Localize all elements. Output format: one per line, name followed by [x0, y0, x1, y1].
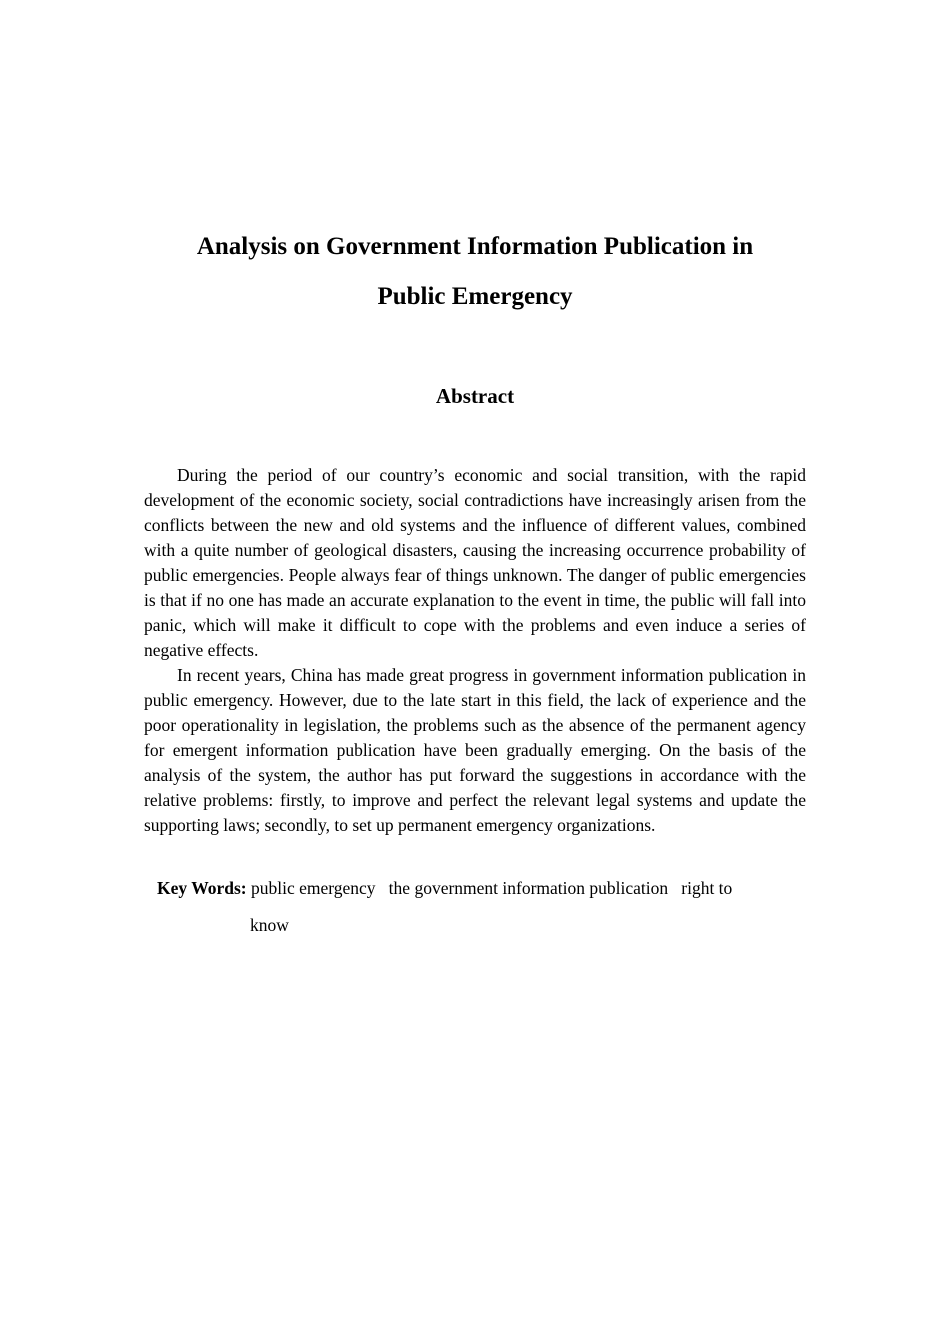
abstract-body [144, 463, 806, 838]
keywords-label: Key Words: [157, 878, 247, 898]
abstract-paragraph-1: During the period of our country’s economic and social transition, with the rapid development of the economic society, social contradictions have increasingly arisen from the conflicts between the new and old systems and the influence of different values, combined with a quite number of geological disasters, causing the increasing occurrence probability of public emergencies. People always fear of things unknown. The danger of public emergencies is that if no one has made an accurate explanation to the event in time, the public will fall into panic, which will make it difficult to cope with the problems and even induce a series of negative effects. [144, 465, 806, 660]
paper-title-line1: Analysis on Government Information Publication in [196, 233, 754, 260]
abstract-heading: Abstract [435, 384, 515, 408]
paper-title-line2: Public Emergency [377, 283, 573, 310]
keywords-text-line1: public emergency the government information publication right to [246, 878, 733, 898]
page-content [144, 0, 806, 938]
paper-title [144, 222, 806, 322]
keywords-section [144, 876, 806, 938]
abstract-paragraph-2: In recent years, China has made great progress in government information publication in public emergency. However, due to the late start in this field, the lack of experience and the poor operationality in legislation, the problems such as the absence of the permanent agency for emergent information publication have been gradually emerging. On the basis of the analysis of the system, the author has put forward the suggestions in accordance with the relative problems: firstly, to improve and perfect the relevant legal systems and update the supporting laws; secondly, to set up permanent emergency organizations. [144, 665, 806, 835]
keywords-text-line2: know [250, 915, 289, 935]
